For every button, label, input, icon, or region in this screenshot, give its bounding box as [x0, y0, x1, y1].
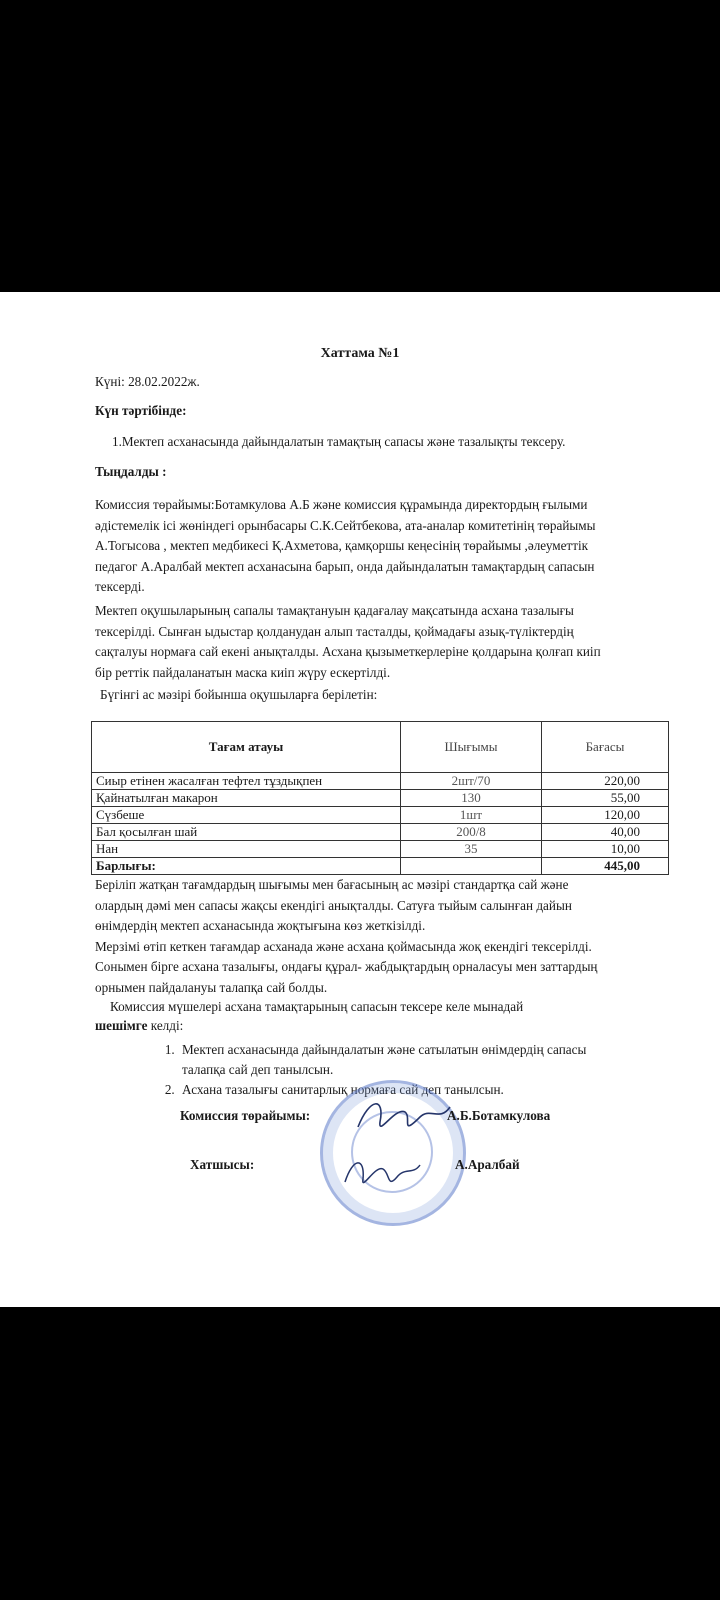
document-page: [0, 292, 720, 1307]
dish-yield: 200/8: [401, 824, 542, 841]
menu-table: [91, 721, 669, 875]
chair-label: Комиссия төрайымы:: [180, 1108, 311, 1123]
agenda-item: 1.Мектеп асханасында дайындалатын тамақтың сапасы және тазалықты тексеру.: [112, 434, 566, 449]
paragraph-line: Берiлiп жатқан тағамдардың шығымы мен бағасының ас мәзiрi стандартқа сай және: [95, 877, 569, 892]
dish-price: 40,00: [542, 824, 669, 841]
document-title: Хаттама №1: [320, 346, 400, 361]
column-header-price: Бағасы: [542, 722, 669, 773]
dish-price: 55,00: [542, 790, 669, 807]
paragraph-commission: [95, 495, 595, 598]
total-value: 445,00: [542, 858, 669, 875]
total-label: Барлығы:: [92, 858, 401, 875]
dish-name: Сиыр етінен жасалған тефтел тұздықпен: [92, 773, 401, 790]
decision-line: [95, 1016, 183, 1037]
paragraph-line: әдістемелік ісі жөніндегі орынбасары С.К.Сейтбекова, ата-аналар комитетінің төрайымы: [95, 517, 596, 533]
document-date: Күні: 28.02.2022ж.: [95, 374, 200, 389]
secretary-signature: [335, 1147, 425, 1197]
decision-item: 1. Мектеп асханасында дайындалатын және сатылатын өнімдердің сапасы талапқа сай деп танылсын.: [178, 1040, 622, 1080]
paragraph-line: тексерілді. Сынған ыдыстар қолданудан алып тасталды, қоймадағы азық-түліктердің: [95, 623, 574, 639]
table-header-row: [92, 722, 669, 773]
paragraph-findings: [95, 875, 597, 998]
paragraph-line: педагог А.Аралбай мектеп асханасына барып, онда дайындалатын тамақтардың сапасын: [95, 558, 595, 574]
dish-price: 120,00: [542, 807, 669, 824]
paragraph-line: бір реттік пайдаланатын маска киіп жүру ескертілді.: [95, 664, 391, 680]
decision-item: 2. Асхана тазалығы санитарлық нормаға сай деп танылсын.: [178, 1080, 622, 1100]
chair-name: А.Б.Ботамкулова: [447, 1108, 551, 1123]
secretary-name: А.Аралбай: [455, 1157, 520, 1172]
table-row: [92, 841, 669, 858]
column-header-dish: Тағам атауы: [92, 722, 401, 773]
paragraph-line: орнымен пайдалануы талапқа сай болды.: [95, 979, 328, 995]
agenda-heading: Күн тәртібінде:: [95, 403, 187, 418]
table-row: [92, 807, 669, 824]
paragraph-line: сақталуы нормаға сай екені анықталды. Асхана қызыметкерлеріне қолдарына қолғап киіп: [95, 644, 601, 659]
table-row: [92, 773, 669, 790]
paragraph-inspection: [95, 601, 601, 683]
dish-yield: 130: [401, 790, 542, 807]
dish-yield: 2шт/70: [401, 773, 542, 790]
paragraph-line: Сонымен бірге асхана тазалығы, ондағы құрал- жабдықтардың орналасуы мен заттардың: [95, 959, 598, 974]
dish-yield: 1шт: [401, 807, 542, 824]
paragraph-line: Мектеп оқушыларының сапалы тамақтануын қадағалау мақсатында асхана тазалығы: [95, 603, 574, 618]
decision-intro: Комиссия мүшелері асхана тамақтарының сапасын тексере келе мынадай: [110, 999, 524, 1014]
dish-name: Сүзбеше: [92, 807, 401, 824]
total-empty-cell: [401, 858, 542, 875]
column-header-yield: Шығымы: [401, 722, 542, 773]
dish-yield: 35: [401, 841, 542, 858]
chair-signature: [350, 1087, 460, 1147]
paragraph-line: олардың дәмі мен сапасы жақсы екендігі анықталды. Сатуға тыйым салынған дайын: [95, 897, 572, 913]
heard-heading: Тыңдалды :: [95, 464, 167, 479]
dish-name: Қайнатылған макарон: [92, 790, 401, 807]
secretary-label: Хатшысы:: [190, 1157, 255, 1172]
paragraph-line: А.Тогысова , мектеп медбикесі Қ.Ахметова, қамқоршы кеңесінің төрайымы ,әлеуметтік: [95, 538, 589, 553]
paragraph-line: Комиссия төрайымы:Ботамкулова А.Б және комиссия құрамында директордың ғылыми: [95, 497, 588, 512]
dish-name: Нан: [92, 841, 401, 858]
dish-price: 10,00: [542, 841, 669, 858]
paragraph-line: Мерзімі өтіп кеткен тағамдар асханада және асхана қоймасында жоқ екендігі тексерілді.: [95, 938, 592, 954]
decision-rest: келді:: [147, 1018, 184, 1033]
table-row: [92, 790, 669, 807]
decision-word: шешімге: [95, 1018, 148, 1033]
table-total-row: [92, 858, 669, 875]
paragraph-line: тексерді.: [95, 579, 145, 594]
dish-price: 220,00: [542, 773, 669, 790]
table-caption: Бүгінгі ас мәзірі бойынша оқушыларға берілетін:: [100, 687, 378, 702]
paragraph-line: өнімдердің мектеп асханасында жоқтығына көз жеткізілді.: [95, 918, 426, 933]
table-row: [92, 824, 669, 841]
dish-name: Бал қосылған шай: [92, 824, 401, 841]
